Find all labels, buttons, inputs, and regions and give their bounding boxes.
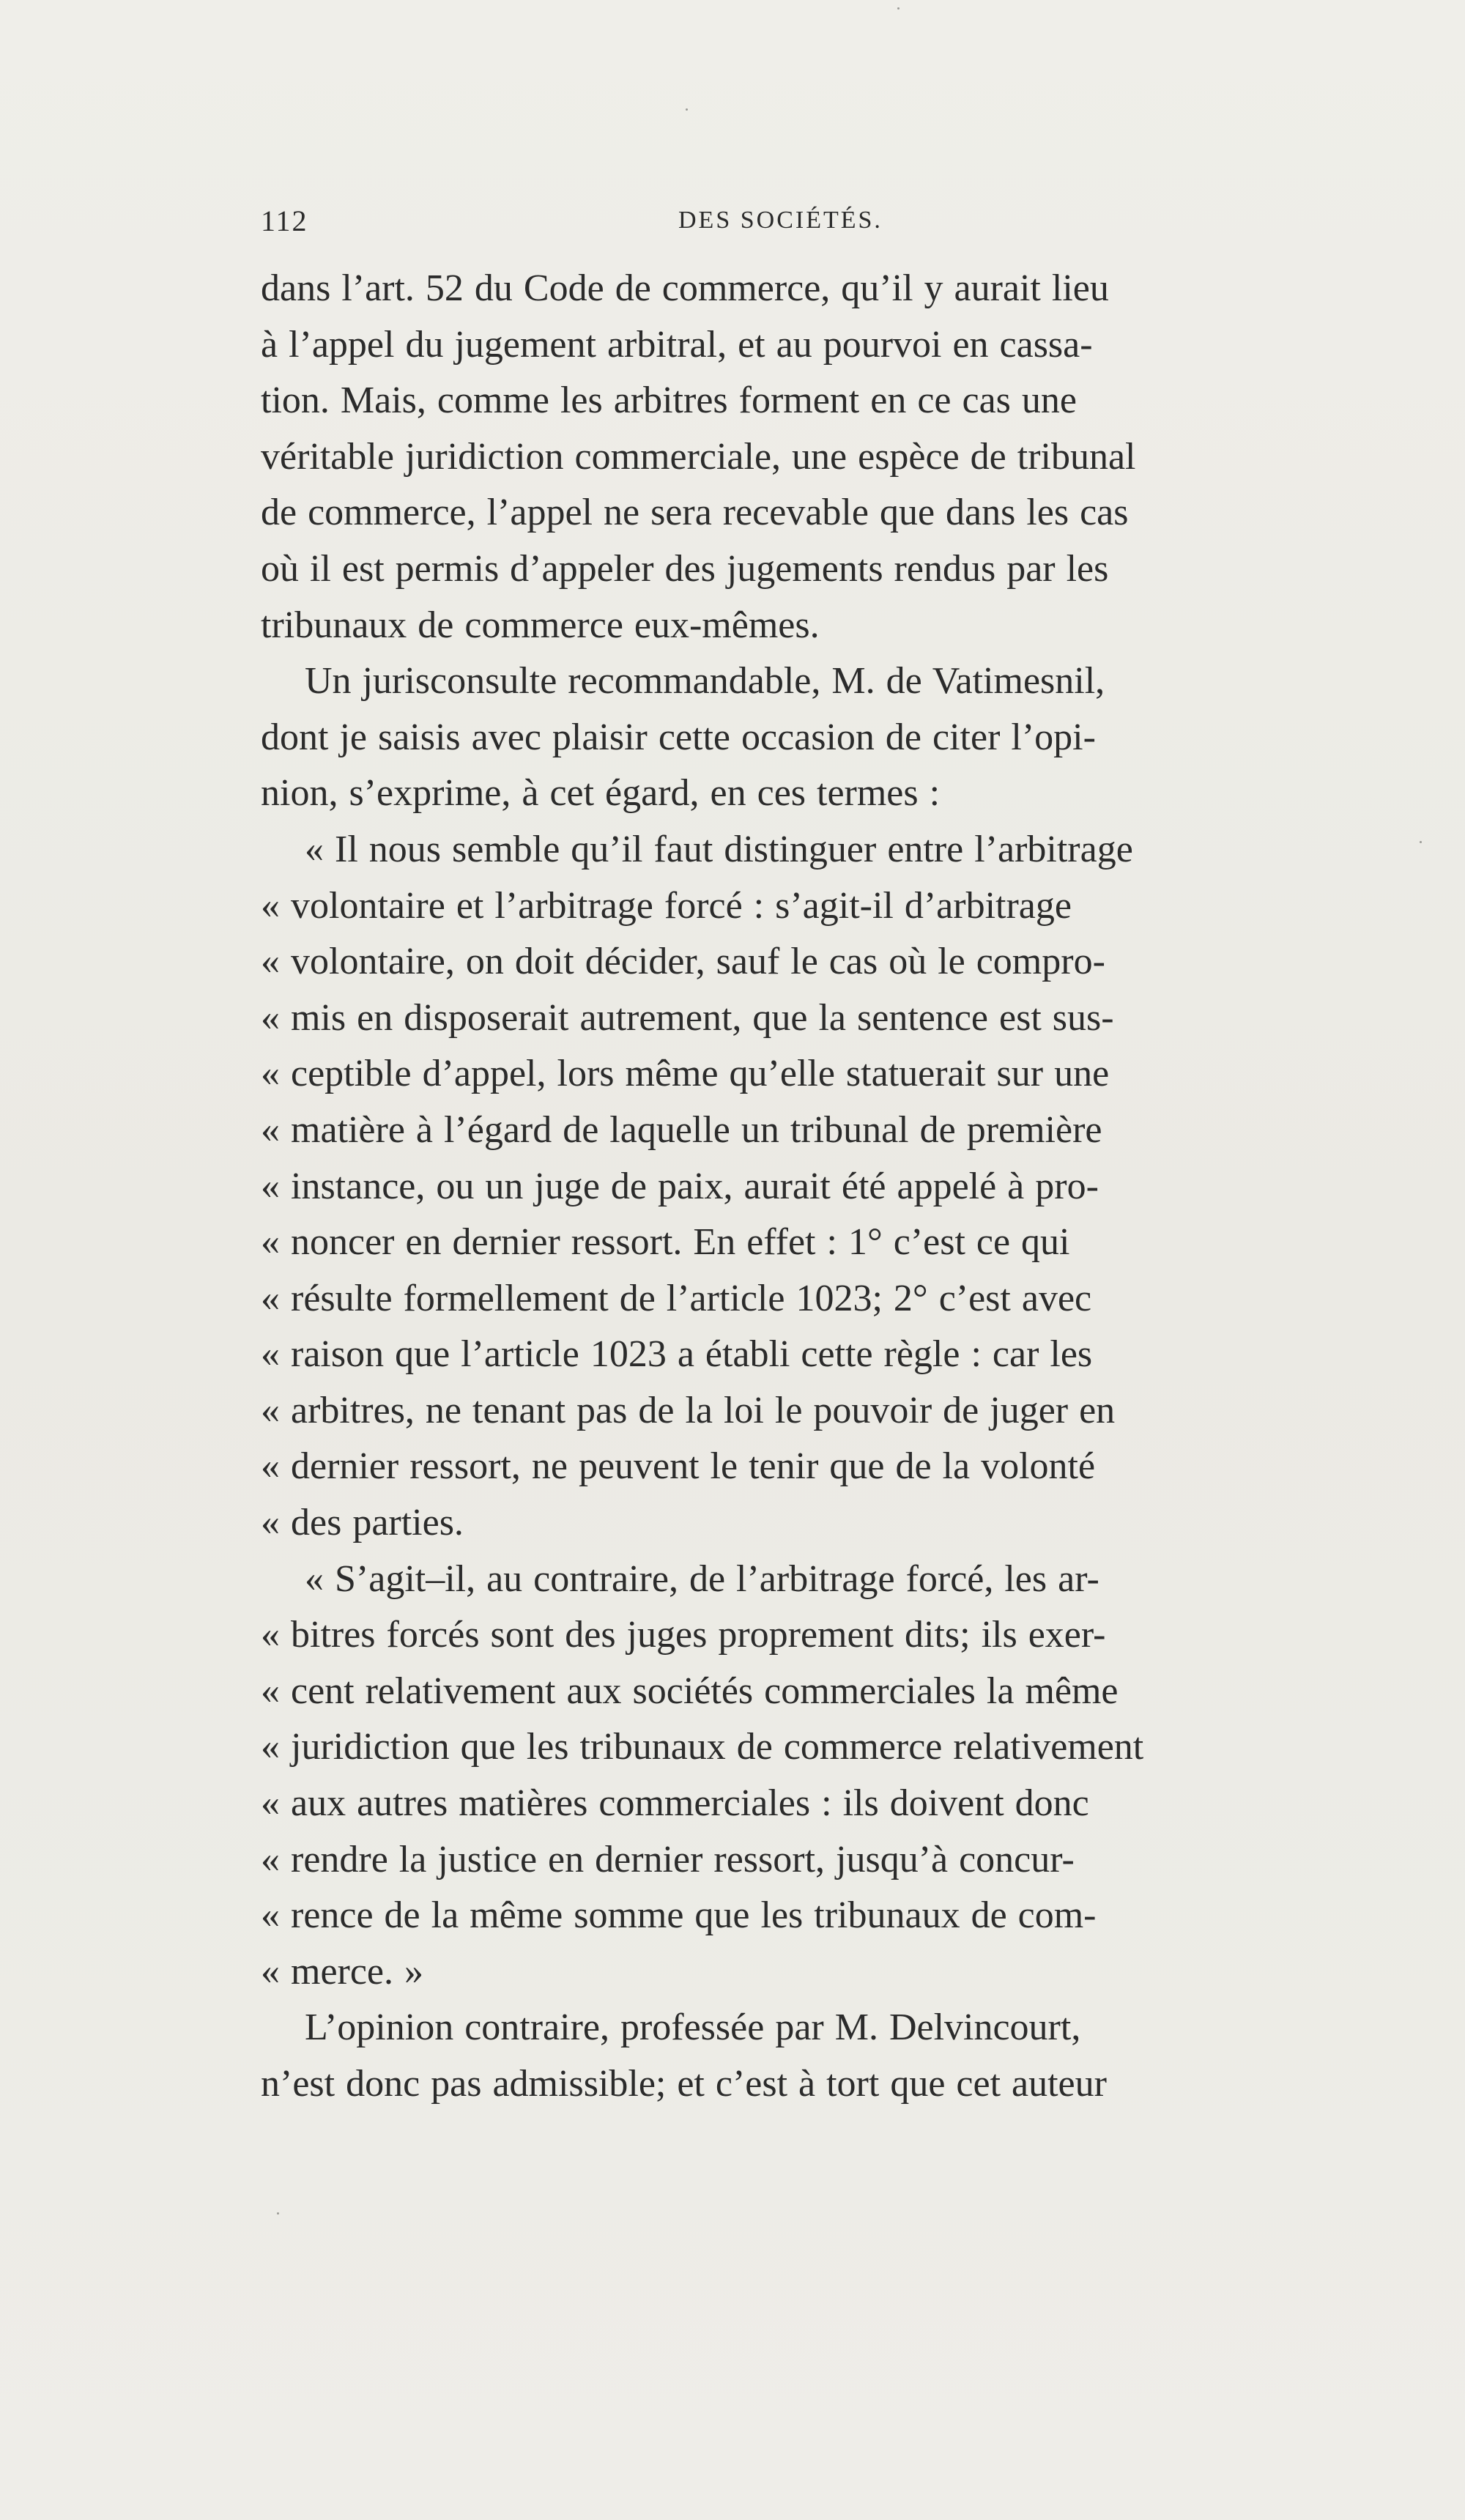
paper-speck [686, 108, 688, 111]
quote-line: « rence de la même somme que les tribunaux de com- [261, 1894, 1097, 1937]
text-line: tribunaux de commerce eux-mêmes. [261, 604, 820, 646]
text-line: dont je saisis avec plaisir cette occasion de citer l’opi- [261, 716, 1096, 758]
paper-speck [277, 2212, 279, 2215]
paragraph-start-line: Un jurisconsulte recommandable, M. de Vatimesnil, [305, 660, 1105, 703]
quote-line: « volontaire, on doit décider, sauf le cas où le compro- [261, 941, 1105, 983]
paper-speck [1420, 841, 1422, 843]
text-line: à l’appel du jugement arbitral, et au pourvoi en cassa- [261, 323, 1093, 366]
quote-line: « dernier ressort, ne peuvent le tenir que de la volonté [261, 1445, 1096, 1488]
quote-line: « résulte formellement de l’article 1023; 2° c’est avec [261, 1277, 1092, 1319]
quote-line: « rendre la justice en dernier ressort, jusqu’à concur- [261, 1838, 1075, 1880]
text-line: véritable juridiction commerciale, une espèce de tribunal [261, 435, 1136, 478]
quote-line: « aux autres matières commerciales : ils doivent donc [261, 1782, 1089, 1825]
text-line: de commerce, l’appel ne sera recevable que dans les cas [261, 492, 1129, 534]
body-text [261, 261, 1392, 2113]
quote-line: « cent relativement aux sociétés commerciales la même [261, 1670, 1119, 1712]
quote-line: « bitres forcés sont des juges proprement dits; ils exer- [261, 1614, 1106, 1656]
quote-line: « mis en disposerait autrement, que la sentence est sus- [261, 996, 1114, 1039]
text-line: n’est donc pas admissible; et c’est à tort que cet auteur [261, 2063, 1107, 2105]
quote-line: « des parties. [261, 1502, 464, 1544]
quote-start-line: « Il nous semble qu’il faut distinguer entre l’arbitrage [305, 828, 1133, 870]
quote-line: « ceptible d’appel, lors même qu’elle statuerait sur une [261, 1053, 1110, 1095]
quote-line: « juridiction que les tribunaux de commerce relativement [261, 1726, 1144, 1768]
quote-start-line: « S’agit–il, au contraire, de l’arbitrage forcé, les ar- [305, 1557, 1099, 1600]
running-head: DES SOCIÉTÉS. [678, 207, 883, 234]
page-header [261, 204, 1392, 255]
quote-line: « arbitres, ne tenant pas de la loi le pouvoir de juger en [261, 1389, 1116, 1431]
paragraph-start-line: L’opinion contraire, professée par M. Delvincourt, [305, 2006, 1081, 2049]
quote-line: « raison que l’article 1023 a établi cette règle : car les [261, 1333, 1093, 1376]
quote-line: « merce. » [261, 1950, 424, 1993]
page-number: 112 [261, 204, 308, 237]
text-line: dans l’art. 52 du Code de commerce, qu’il y aurait lieu [261, 267, 1109, 309]
text-line: nion, s’exprime, à cet égard, en ces termes : [261, 772, 941, 815]
quote-line: « volontaire et l’arbitrage forcé : s’agit-il d’arbitrage [261, 884, 1072, 927]
quote-line: « noncer en dernier ressort. En effet : 1° c’est ce qui [261, 1221, 1070, 1264]
text-line: tion. Mais, comme les arbitres forment en ce cas une [261, 379, 1077, 422]
paper-speck [897, 7, 900, 10]
quote-line: « matière à l’égard de laquelle un tribunal de première [261, 1108, 1102, 1151]
quote-line: « instance, ou un juge de paix, aurait été appelé à pro- [261, 1165, 1099, 1207]
text-line: où il est permis d’appeler des jugements rendus par les [261, 547, 1109, 590]
